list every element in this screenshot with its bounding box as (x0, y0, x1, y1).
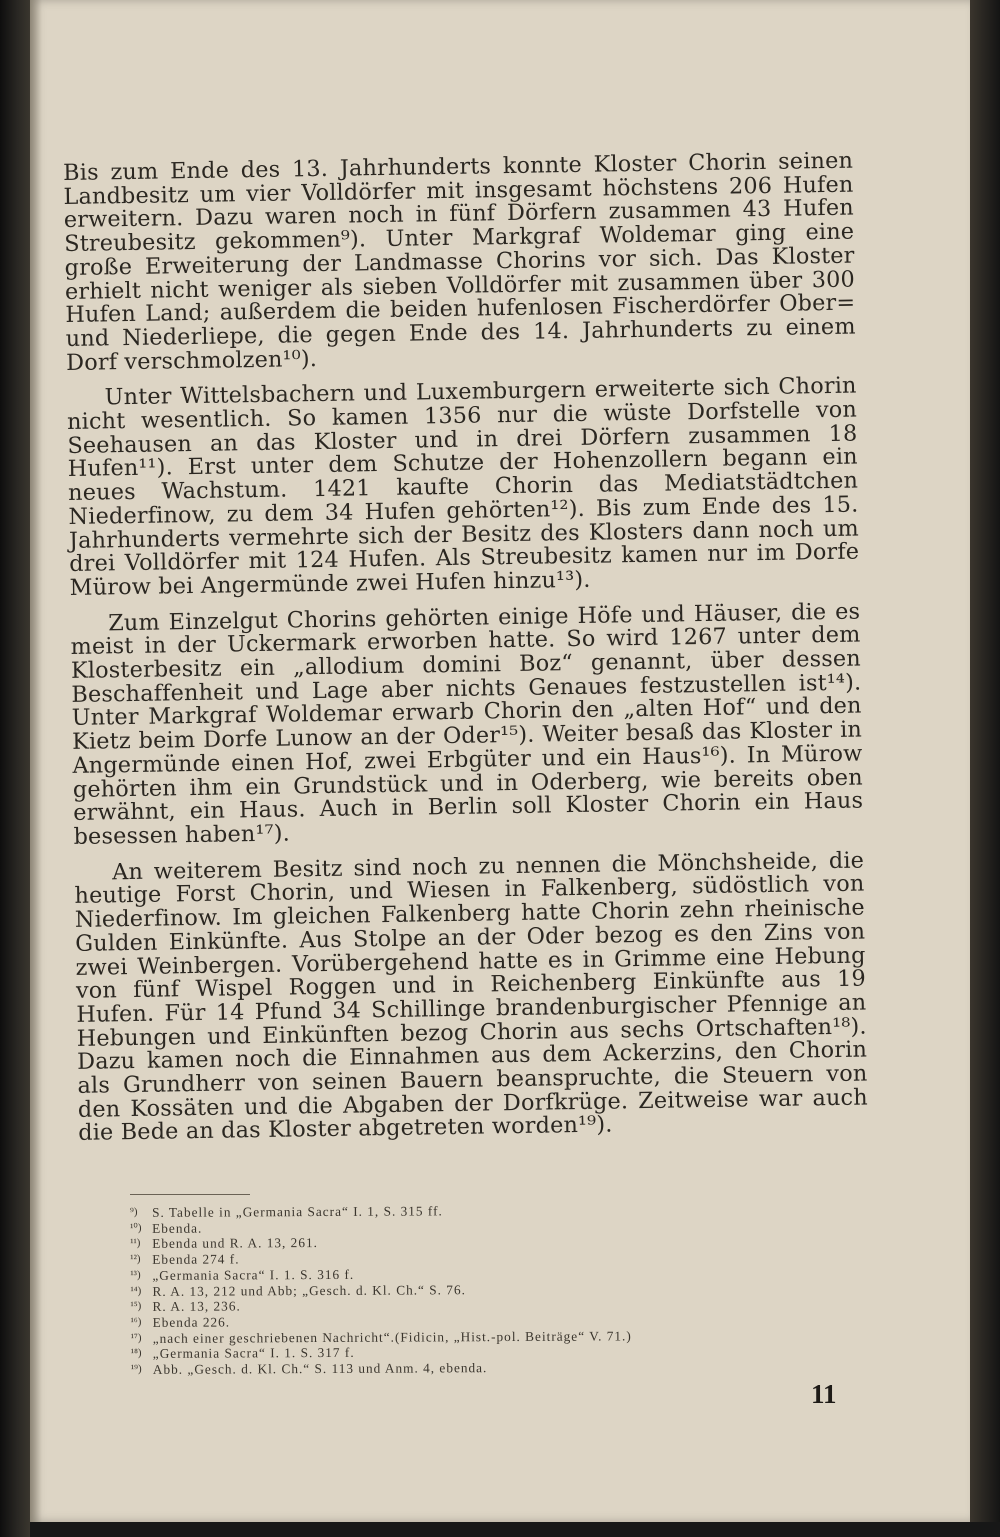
footnote-number: ¹⁸) (130, 1347, 142, 1360)
footnote-number: ¹⁴) (130, 1284, 142, 1297)
footnote-number: ¹⁶) (130, 1315, 142, 1328)
footnote-divider (130, 1194, 250, 1195)
footnote-number: ¹⁹) (130, 1362, 142, 1376)
paragraph-2: Unter Wittelsbachern und Luxemburgern erweiterte sich Chorin nicht wesentlich. So kamen 1356 nur die wüste Dorfstelle von Seehausen an das Kloster und in drei Dörfern zusammen 18 Hufen¹¹). Erst unter dem Schutze der Hohenzollern begann ein neues Wachstum. 1421 kaufte Chorin das Mediatstädtchen Niederfinow, zu dem 34 Hufen gehörten¹²). Bis zum Ende des 15. Jahrhunderts vermehrte sich der Besitz des Klosters dann noch um drei Volldörfer mit 124 Hufen. Als Streubesitz kamen nur im Dorfe Mürow bei Angermünde zwei Hufen hinzu¹³). (66, 372, 860, 601)
paragraph-1: Bis zum Ende des 13. Jahrhunderts konnte Kloster Chorin seinen Landbesitz um vier Volldörfer mit insgesamt höchstens 206 Hufen erweitern. Dazu waren noch in fünf Dörfern zusammen 43 Hufen Streubesitz gekommen⁹). Unter Markgraf Woldemar ging eine große Erweiterung der Landmasse Chorins vor sich. Das Kloster erhielt nicht weniger als sieben Volldörfer mit zusammen über 300 Hufen Land; außerdem die beiden hufenlosen Fischerdörfer Ober= und Niederliepe, die gegen Ende des 14. Jahrhunderts zu einem Dorf verschmolzen¹⁰). (62, 147, 856, 376)
footnote-text: „Germania Sacra“ I. 1. S. 317 f. (152, 1345, 355, 1362)
background-edge-right (970, 0, 1000, 1537)
background-edge-bottom (30, 1522, 1000, 1537)
book-page (30, 0, 970, 1522)
footnote-text: S. Tabelle in „Germania Sacra“ I. 1, S. 315 ff. (151, 1203, 443, 1220)
footnote-number: ¹¹) (130, 1237, 141, 1250)
footnote-number: ⁹) (130, 1205, 138, 1218)
paragraph-4: An weiterem Besitz sind noch zu nennen die Mönchsheide, die heutige Forst Chorin, und Wiesen in Falkenberg, südöstlich von Niederfinow. Im gleichen Falkenberg hatte Chorin zehn rheinische Gulden Einkünfte. Aus Stolpe an der Oder bezog es den Zins von zwei Weinbergen. Vorübergehend hatte es in Grimme eine Hebung von fünf Wispel Roggen und in Reichenberg Einkünfte aus 19 Hufen. Für 14 Pfund 34 Schillinge brandenburgischer Pfennige an Hebungen und Einkünften bezog Chorin aus sechs Ortschaften¹⁸). Dazu kamen noch die Einnahmen aus dem Ackerzins, den Chorin als Grundherr von seinen Bauern beanspruchte, die Steuern von den Kossäten und die Abgaben der Dorfkrüge. Zeitweise war auch die Bede an das Kloster abgetreten worden¹⁹). (74, 847, 868, 1147)
footnote-text: Ebenda 274 f. (152, 1251, 240, 1267)
footnotes (130, 1201, 851, 1378)
footnote-text: Ebenda 226. (152, 1314, 231, 1330)
main-text (62, 147, 869, 1158)
paragraph-3: Zum Einzelgut Chorins gehörten einige Höfe und Häuser, die es meist in der Uckermark erworben hatte. So wird 1267 unter dem Klosterbesitz ein „allodium domini Boz“ genannt, über dessen Beschaffenheit und Lage aber nichts Genaues festzustellen ist¹⁴). Unter Markgraf Woldemar erwarb Chorin den „alten Hof“ und den Kietz beim Dorfe Lunow an der Oder¹⁵). Weiter besaß das Kloster in Angermünde einen Hof, zwei Erbgüter und ein Haus¹⁶). In Mürow gehörten ihm ein Grundstück und in Oderberg, wie bereits oben erwähnt, ein Haus. Auch in Berlin soll Kloster Chorin ein Haus besessen haben¹⁷). (70, 598, 864, 850)
footnote-number: ¹⁷) (130, 1331, 142, 1344)
footnote-text: Abb. „Gesch. d. Kl. Ch.“ S. 113 und Anm. 4, ebenda. (152, 1360, 488, 1377)
footnote-text: R. A. 13, 236. (152, 1298, 241, 1315)
book-binding-edge (0, 0, 30, 1537)
footnote-number: ¹³) (130, 1268, 141, 1281)
footnote-number: ¹⁵) (130, 1300, 142, 1313)
page-number: 11 (811, 1379, 837, 1409)
footnote-text: R. A. 13, 212 und Abb; „Gesch. d. Kl. Ch.“ S. 76. (152, 1281, 466, 1299)
footnote-number: ¹²) (130, 1253, 141, 1266)
footnote-text: Ebenda. (152, 1220, 203, 1236)
footnote-text: „Germania Sacra“ I. 1. S. 316 f. (152, 1266, 355, 1283)
footnote-text: „nach einer geschriebenen Nachricht“.(Fidicin, „Hist.-pol. Beiträge“ V. 71.) (152, 1327, 632, 1346)
footnote-number: ¹⁰) (130, 1221, 142, 1234)
footnote (131, 1358, 851, 1377)
footnote-text: Ebenda und R. A. 13, 261. (152, 1235, 318, 1252)
